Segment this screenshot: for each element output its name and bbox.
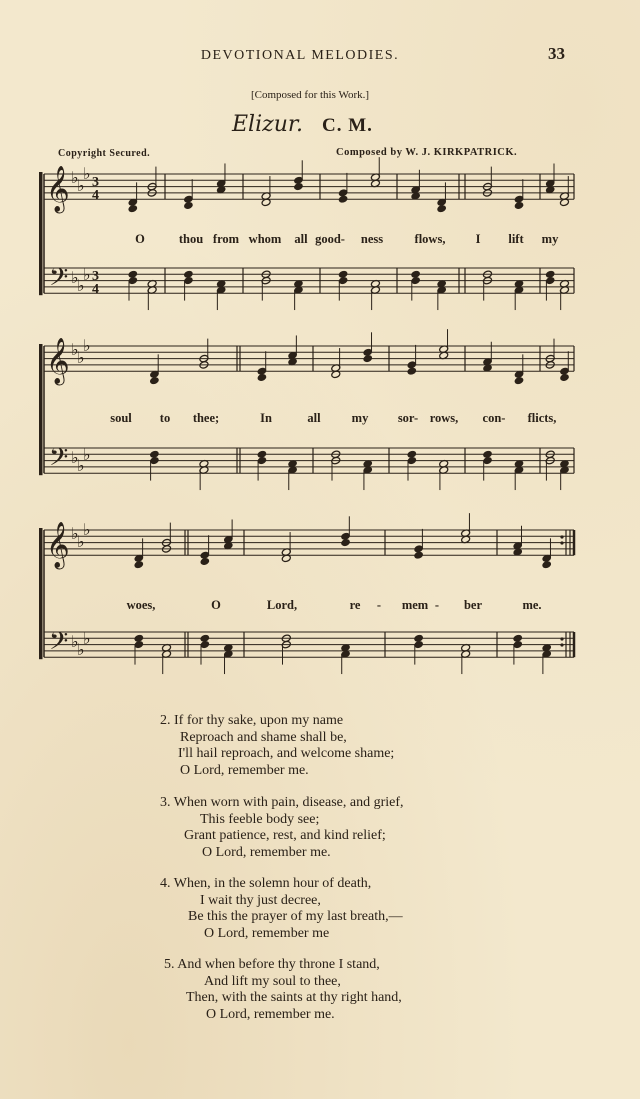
repeat-dot xyxy=(560,541,563,544)
verse-text: O Lord, remember me. xyxy=(206,1006,335,1022)
bass-clef: 𝄢 xyxy=(49,263,69,298)
composed-note: [Composed for this Work.] xyxy=(250,89,370,101)
repeat-dot xyxy=(560,643,563,646)
repeat-dot xyxy=(560,535,563,538)
lyric-syllable: thou xyxy=(178,232,204,246)
verse-text: I wait thy just decree, xyxy=(200,892,321,908)
verse-line xyxy=(164,990,402,1007)
verse-text: O Lord, remember me. xyxy=(202,844,331,860)
flat-sign: ♭ xyxy=(83,265,91,284)
system-bracket xyxy=(39,172,43,295)
time-signature: 3 xyxy=(92,269,99,284)
lyric-syllable: rows, xyxy=(429,411,459,425)
bass-clef: 𝄢 xyxy=(49,627,69,662)
lyric-syllable: from xyxy=(212,232,240,246)
repeat-dot xyxy=(560,637,563,640)
treble-clef: 𝄞 xyxy=(46,522,70,568)
quarter-note xyxy=(414,551,424,560)
quarter-note xyxy=(407,367,417,376)
lyric-syllable: my xyxy=(541,232,559,246)
verse-line xyxy=(160,746,394,763)
lyric-syllable: me. xyxy=(522,598,542,612)
system-bracket xyxy=(39,528,43,659)
flat-sign: ♭ xyxy=(77,276,85,295)
verse-line xyxy=(160,876,403,893)
lyric-syllable: con- xyxy=(482,411,506,425)
verse-4 xyxy=(160,876,403,942)
verse-line xyxy=(160,795,404,812)
verse-text: Be this the prayer of my last breath,— xyxy=(188,909,403,924)
bass-clef: 𝄢 xyxy=(49,443,69,478)
time-signature: 4 xyxy=(92,282,99,297)
verse-text: If for thy sake, upon my name xyxy=(174,713,344,728)
verse-line xyxy=(160,909,403,926)
quarter-note xyxy=(134,560,144,569)
lyric-syllable: O xyxy=(211,598,221,612)
verse-number: 2. xyxy=(160,713,171,728)
flat-sign: ♭ xyxy=(71,524,79,543)
lyric-syllable: - xyxy=(376,598,382,612)
verse-text: And when before thy throne I stand, xyxy=(177,957,380,972)
verse-number: 5. xyxy=(164,957,175,972)
verse-line xyxy=(164,1007,402,1024)
lyric-syllable: whom xyxy=(248,232,282,246)
verse-line xyxy=(160,812,404,829)
tune-title: Elizur. xyxy=(232,112,303,137)
lyric-syllable: re xyxy=(349,598,361,612)
verse-text: I'll hail reproach, and welcome shame; xyxy=(178,746,395,761)
running-head: DEVOTIONAL MELODIES. xyxy=(200,48,400,63)
quarter-note xyxy=(542,560,552,569)
lyric-syllable: In xyxy=(260,411,272,425)
page-number: 33 xyxy=(548,44,565,63)
verse-line xyxy=(164,957,402,974)
lyric-syllable: all xyxy=(307,411,321,425)
quarter-note xyxy=(149,376,159,385)
lyric-syllable: O xyxy=(135,232,145,246)
verse-text: O Lord, remember me xyxy=(204,925,330,941)
verse-2 xyxy=(160,713,394,779)
flat-sign: ♭ xyxy=(83,445,91,464)
lyric-syllable: sor- xyxy=(397,411,419,425)
verse-line xyxy=(160,713,394,730)
lyric-syllable: - xyxy=(434,598,440,612)
copyright-notice: Copyright Secured. xyxy=(58,148,151,159)
flat-sign: ♭ xyxy=(83,164,91,183)
verse-text: Grant patience, rest, and kind relief; xyxy=(184,828,386,843)
lyric-syllable: ber xyxy=(463,598,483,612)
lyric-syllable: thee; xyxy=(192,411,220,425)
lyric-syllable: ness xyxy=(360,232,384,246)
quarter-note xyxy=(183,201,193,210)
verse-line xyxy=(160,893,403,910)
flat-sign: ♭ xyxy=(77,640,85,659)
treble-clef: 𝄞 xyxy=(46,166,70,212)
quarter-note xyxy=(363,354,373,363)
verse-number: 3. xyxy=(160,795,171,810)
lyric-syllable: flicts, xyxy=(527,411,557,425)
quarter-note xyxy=(200,557,210,566)
quarter-note xyxy=(128,204,138,213)
quarter-note xyxy=(338,195,348,204)
treble-clef: 𝄞 xyxy=(46,338,70,384)
verse-number: 4. xyxy=(160,876,171,891)
quarter-note xyxy=(437,204,447,213)
flat-sign: ♭ xyxy=(77,176,85,195)
flat-sign: ♭ xyxy=(71,448,79,467)
verse-5 xyxy=(164,957,402,1023)
flat-sign: ♭ xyxy=(77,456,85,475)
quarter-note xyxy=(560,373,570,382)
verse-text: O Lord, remember me. xyxy=(180,762,309,778)
lyric-syllable: Lord, xyxy=(266,598,298,612)
verse-line xyxy=(160,828,404,845)
verse-text: Reproach and shame shall be, xyxy=(180,729,347,745)
flat-sign: ♭ xyxy=(77,532,85,551)
verse-line xyxy=(164,974,402,991)
lyric-syllable: mem xyxy=(401,598,429,612)
flat-sign: ♭ xyxy=(83,629,91,648)
verse-line xyxy=(160,763,394,780)
verse-text: When worn with pain, disease, and grief, xyxy=(173,795,404,810)
lyric-syllable: I xyxy=(475,232,481,246)
quarter-note xyxy=(293,182,303,191)
system-bracket xyxy=(39,344,43,475)
lyric-syllable: to xyxy=(159,411,171,425)
quarter-note xyxy=(514,201,524,210)
verse-line xyxy=(160,926,403,943)
lyric-syllable: woes, xyxy=(126,598,156,612)
meter-label: C. M. xyxy=(322,115,373,136)
flat-sign: ♭ xyxy=(71,168,79,187)
time-signature: 3 xyxy=(92,175,99,190)
time-signature: 4 xyxy=(92,188,99,203)
quarter-note xyxy=(514,376,524,385)
verse-line xyxy=(160,730,394,747)
lyric-syllable: my xyxy=(351,411,369,425)
lyric-syllable: lift xyxy=(508,232,524,246)
lyric-syllable: soul xyxy=(110,411,132,425)
flat-sign: ♭ xyxy=(71,340,79,359)
flat-sign: ♭ xyxy=(71,268,79,287)
lyric-syllable: good- xyxy=(315,232,345,246)
verse-text: When, in the solemn hour of death, xyxy=(173,876,372,891)
flat-sign: ♭ xyxy=(77,348,85,367)
composer-credit: Composed by W. J. KIRKPATRICK. xyxy=(336,147,518,158)
verse-3 xyxy=(160,795,404,861)
flat-sign: ♭ xyxy=(71,632,79,651)
flat-sign: ♭ xyxy=(83,520,91,539)
flat-sign: ♭ xyxy=(83,336,91,355)
quarter-note xyxy=(257,373,267,382)
verse-text: And lift my soul to thee, xyxy=(204,973,341,989)
lyric-syllable: flows, xyxy=(414,232,446,246)
verse-text: Then, with the saints at thy right hand, xyxy=(186,990,402,1005)
quarter-note xyxy=(341,538,351,547)
lyric-syllable: all xyxy=(294,232,308,246)
verse-line xyxy=(160,845,404,862)
verse-text: This feeble body see; xyxy=(200,811,320,827)
